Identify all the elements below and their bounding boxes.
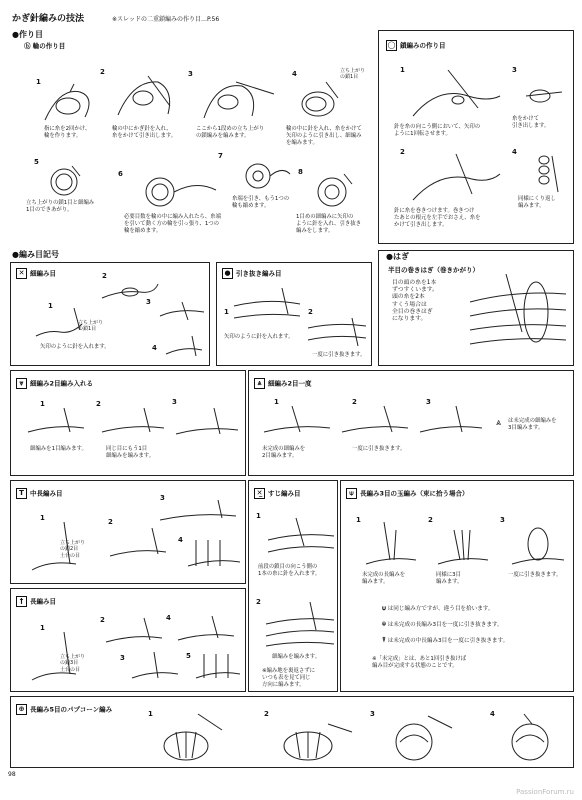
bobble-step-caption: 一度に引き抜きます。	[508, 572, 562, 578]
start-step-caption: 必要目数を輪の中に編み入れたら、糸端 を引いて動く方の輪を引っ張り、1つの 輪を縮めます。	[124, 214, 222, 234]
x-stitch-icon: ✕	[16, 268, 27, 279]
section-start-header: ●作り目	[12, 30, 43, 39]
sc-caption: 矢印のように針を入れます。	[40, 344, 110, 350]
hdc-cluster-icon: ⍒	[382, 636, 386, 644]
hdc-step3-illustration	[158, 498, 238, 528]
symbols-header: ●編み目記号	[12, 250, 59, 259]
start-sub-title: ⓑ 輪の作り目	[24, 42, 66, 50]
hdc-step1-illustration	[30, 520, 80, 576]
start-step-caption: 指に糸を2回かけ、 輪を作ります。	[44, 126, 91, 139]
bobble-step1-illustration	[364, 520, 418, 570]
sc2inc-step-num: 2	[96, 400, 101, 408]
slst-title: ● 引き抜き編み目	[222, 268, 282, 279]
bl-step-caption: 細編みを編みます。	[272, 654, 321, 660]
ring-step5-illustration	[44, 162, 84, 198]
sc2inc-step3-illustration	[174, 406, 240, 446]
bobble-step3-illustration	[510, 520, 566, 570]
ring-step6-illustration	[130, 170, 220, 212]
start-step-num: 8	[298, 168, 303, 176]
hdc-icon: T	[16, 488, 27, 499]
dc-step-num: 1	[40, 624, 45, 632]
chain-icon: ◯	[387, 41, 396, 49]
circle-b-icon: ⓑ	[24, 42, 31, 50]
chain-step4-illustration	[522, 152, 562, 198]
popcorn-step1-illustration	[156, 712, 226, 764]
sc-step-num: 3	[146, 298, 151, 306]
slst-step-num: 2	[308, 308, 313, 316]
watermark: PassionForum.ru	[516, 788, 574, 797]
bl-step-num: 2	[256, 598, 261, 606]
popcorn-icon: ⊕	[16, 704, 27, 715]
slst-step2-illustration	[306, 316, 368, 350]
join-illustration	[466, 272, 570, 360]
popcorn-step4-illustration	[500, 712, 570, 764]
popcorn-step3-illustration	[380, 712, 456, 764]
hdc-title: T 中長編み目	[16, 488, 63, 499]
bl-step-num: 1	[256, 512, 261, 520]
hdc-step-caption: 立ち上がり の鎖2目 土台の目	[60, 540, 86, 559]
start-step-num: 7	[218, 152, 223, 160]
slst-step1-illustration	[232, 286, 302, 330]
popcorn-step-num: 2	[264, 710, 269, 718]
chain-foundation-title: ◯ 鎖編みの作り目	[387, 41, 446, 50]
sc-step-num: 4	[152, 344, 157, 352]
sc2inc-step-caption: 同じ目にもう1目 細編みを編みます。	[106, 446, 155, 459]
sc2inc-step1-illustration	[26, 406, 86, 442]
hdc-step-num: 1	[40, 514, 45, 522]
join-header: ●はぎ	[386, 252, 409, 261]
hdc-step2-illustration	[108, 526, 168, 566]
chain-step-caption: 同様にくり返し 編みます。	[518, 196, 556, 209]
filled-dot-icon: ●	[222, 268, 233, 279]
dc-step1-illustration	[30, 630, 80, 686]
chain-step-num: 3	[512, 66, 517, 74]
popcorn-step-num: 1	[148, 710, 153, 718]
sc2inc-step-num: 3	[172, 398, 177, 406]
popcorn-title: ⊕ 長編み5目のパプコーン編み	[16, 704, 112, 715]
dc-step4-illustration	[176, 614, 236, 648]
bobble-footnote: ※「未完成」とは、あと1回引き抜けば 編み目が完成する状態のことです。	[372, 656, 467, 669]
sc2tog-step-caption: 一度に引き抜きます。	[352, 446, 406, 452]
bobble-step-num: 3	[500, 516, 505, 524]
chain-step2-illustration	[408, 150, 504, 206]
sc-title: ✕ 細編み目	[16, 268, 56, 279]
start-step-caption: 輪の中にかぎ針を入れ、 糸をかけて引き出します。	[112, 126, 177, 139]
slst-step-num: 1	[224, 308, 229, 316]
start-step-num: 4	[292, 70, 297, 78]
chain-step-num: 2	[400, 148, 405, 156]
chain-step-caption: 針に糸を巻きつけます。巻きつけ たあとの根元を左手でおさえ、糸を かけて引き出します。	[394, 208, 481, 228]
bl-note: ※編み地を裏返さずに いつも表を見て同じ 方向に編みます。	[262, 668, 316, 688]
dc-step-num: 4	[166, 614, 171, 622]
ring-step4-illustration	[296, 78, 344, 124]
chain-step1-illustration	[408, 66, 504, 122]
bobble-legend-row: ⍟ は未完成の長編み3目を一度に引き抜きます。	[382, 620, 503, 628]
sc-step-num: 2	[102, 272, 107, 280]
start-step-num: 1	[36, 78, 41, 86]
chain-step-num: 1	[400, 66, 405, 74]
page-note: ※スレッドの二重鎖編みの作り目…P.56	[112, 16, 220, 23]
hdc-step-num: 3	[160, 494, 165, 502]
start-step-caption: ここから1段めの立ち上がり の鎖編みを編みます。	[196, 126, 265, 139]
bobble-legend-row: ⍦ は同じ編み方ですが、違う目を拾います。	[382, 604, 494, 612]
start-step-num: 3	[188, 70, 193, 78]
sc2tog-title: ⩓ 細編み2目一度	[254, 378, 312, 389]
ring-step3-illustration	[196, 74, 276, 124]
dec3-icon: ⩓	[496, 418, 502, 428]
bl-step1-illustration	[266, 516, 336, 562]
start-step-caption: 糸端を引き、もう1つの 輪も縮めます。	[232, 196, 290, 209]
bl-title: ✕̲ すじ編み目	[254, 488, 301, 499]
sc2tog-step-num: 1	[274, 398, 279, 406]
ring-step2-illustration	[108, 70, 180, 122]
inc-icon: ⩔	[16, 378, 27, 389]
sc-step2-illustration	[100, 276, 160, 306]
sc2tog-note: は未完成の細編みを 3目編みます。	[508, 418, 557, 431]
dc-step2-illustration	[104, 616, 164, 650]
start-step-num: 6	[118, 170, 123, 178]
sc2inc-step-num: 1	[40, 400, 45, 408]
chain-step-caption: 針を糸の向こう側において、矢印の ように1回転させます。	[394, 124, 481, 137]
popcorn-step2-illustration	[274, 712, 354, 764]
sc2tog-step3-illustration	[418, 404, 484, 444]
sc-step-caption: 立ち上がり の鎖1目	[78, 320, 104, 333]
sc2tog-step-caption: 未完成の細編みを 2目編みます。	[262, 446, 306, 459]
start-step-num: 5	[34, 158, 39, 166]
sc-step-num: 1	[48, 302, 53, 310]
bl-step2-illustration	[264, 600, 336, 650]
join-text: 目の頭の糸を1本 ずつすくいます。 頭の糸を2本 すくう場合は 全目の巻きはぎ になります。	[392, 280, 438, 323]
chain-1-label: 立ち上がり の鎖1目	[340, 68, 366, 81]
dc-step-num: 5	[186, 652, 191, 660]
bobble-variant-icon: ⍦	[382, 604, 386, 612]
ring-step7-illustration	[232, 156, 292, 196]
chain-step3-illustration	[520, 76, 564, 114]
bobble-step-num: 1	[356, 516, 361, 524]
sc2inc-step2-illustration	[100, 406, 166, 442]
sc-step1-illustration	[34, 306, 84, 342]
sc-step4-illustration	[164, 334, 204, 362]
chain-step-num: 4	[512, 148, 517, 156]
bobble-legend-row: ⍒ は未完成の中長編み3目を一度に引き抜きます。	[382, 636, 509, 644]
page-number: 98	[8, 770, 16, 778]
sc-step3-illustration	[158, 298, 206, 326]
slst-step-caption: 一度に引き抜きます。	[312, 352, 366, 358]
hdc-step-num: 2	[108, 518, 113, 526]
popcorn-step-num: 3	[370, 710, 375, 718]
bobble-step-caption: 同様に3目 編みます。	[436, 572, 463, 585]
sc2inc-title: ⩔ 細編み2目編み入れる	[16, 378, 93, 389]
start-step-num: 2	[100, 68, 105, 76]
hdc-step-num: 4	[178, 536, 183, 544]
start-step-caption: 輪の中に針を入れ、糸をかけて 矢印のように引き出し、細編み を編みます。	[286, 126, 362, 146]
slst-step-caption: 矢印のように針を入れます。	[224, 334, 294, 340]
dc-step-caption: 立ち上がり の鎖3目 土台の目	[60, 654, 86, 673]
ring-step1-illustration	[40, 82, 100, 124]
ring-step8-illustration	[310, 170, 356, 212]
bobble-step-num: 2	[428, 516, 433, 524]
popcorn-step-num: 4	[490, 710, 495, 718]
back-loop-icon: ✕̲	[254, 488, 265, 499]
sc2tog-step-num: 3	[426, 398, 431, 406]
bobble-icon: ⍦	[346, 488, 357, 499]
bobble-step2-illustration	[436, 520, 490, 570]
bl-step-caption: 前段の鎖目の向こう側の 1本の糸に針を入れます。	[258, 564, 321, 577]
sc2inc-step-caption: 細編みを1目編みます。	[30, 446, 87, 452]
sc2tog-step2-illustration	[340, 404, 410, 444]
dc-cluster-icon: ⍟	[382, 620, 386, 628]
dc-step5-illustration	[194, 650, 242, 686]
bobble-step-caption: 未完成の長編みを 編みます。	[362, 572, 406, 585]
join-sub: 半目の巻きはぎ（巻きかがり）	[388, 266, 479, 274]
dc-step-num: 2	[100, 616, 105, 624]
dc-icon: †	[16, 596, 27, 607]
dc-step-num: 3	[120, 654, 125, 662]
dc-step3-illustration	[130, 650, 180, 686]
sc2tog-step1-illustration	[262, 404, 332, 444]
dec-icon: ⩓	[254, 378, 265, 389]
dc-title: † 長編み目	[16, 596, 56, 607]
start-step-caption: 1目めの細編みに矢印の ように針を入れ、引き抜き 編みをします。	[296, 214, 362, 234]
page-title: かぎ針編みの技法	[12, 14, 85, 24]
chain-step-caption: 糸をかけて 引き出します。	[512, 116, 550, 129]
sc2tog-step-num: 2	[352, 398, 357, 406]
hdc-step4-illustration	[186, 536, 242, 576]
start-step-caption: 立ち上がりの鎖1目と細編み 1目のできあがり。	[26, 200, 95, 213]
bobble-title: ⍦ 長編み3目の玉編み（束に拾う場合）	[346, 488, 469, 499]
